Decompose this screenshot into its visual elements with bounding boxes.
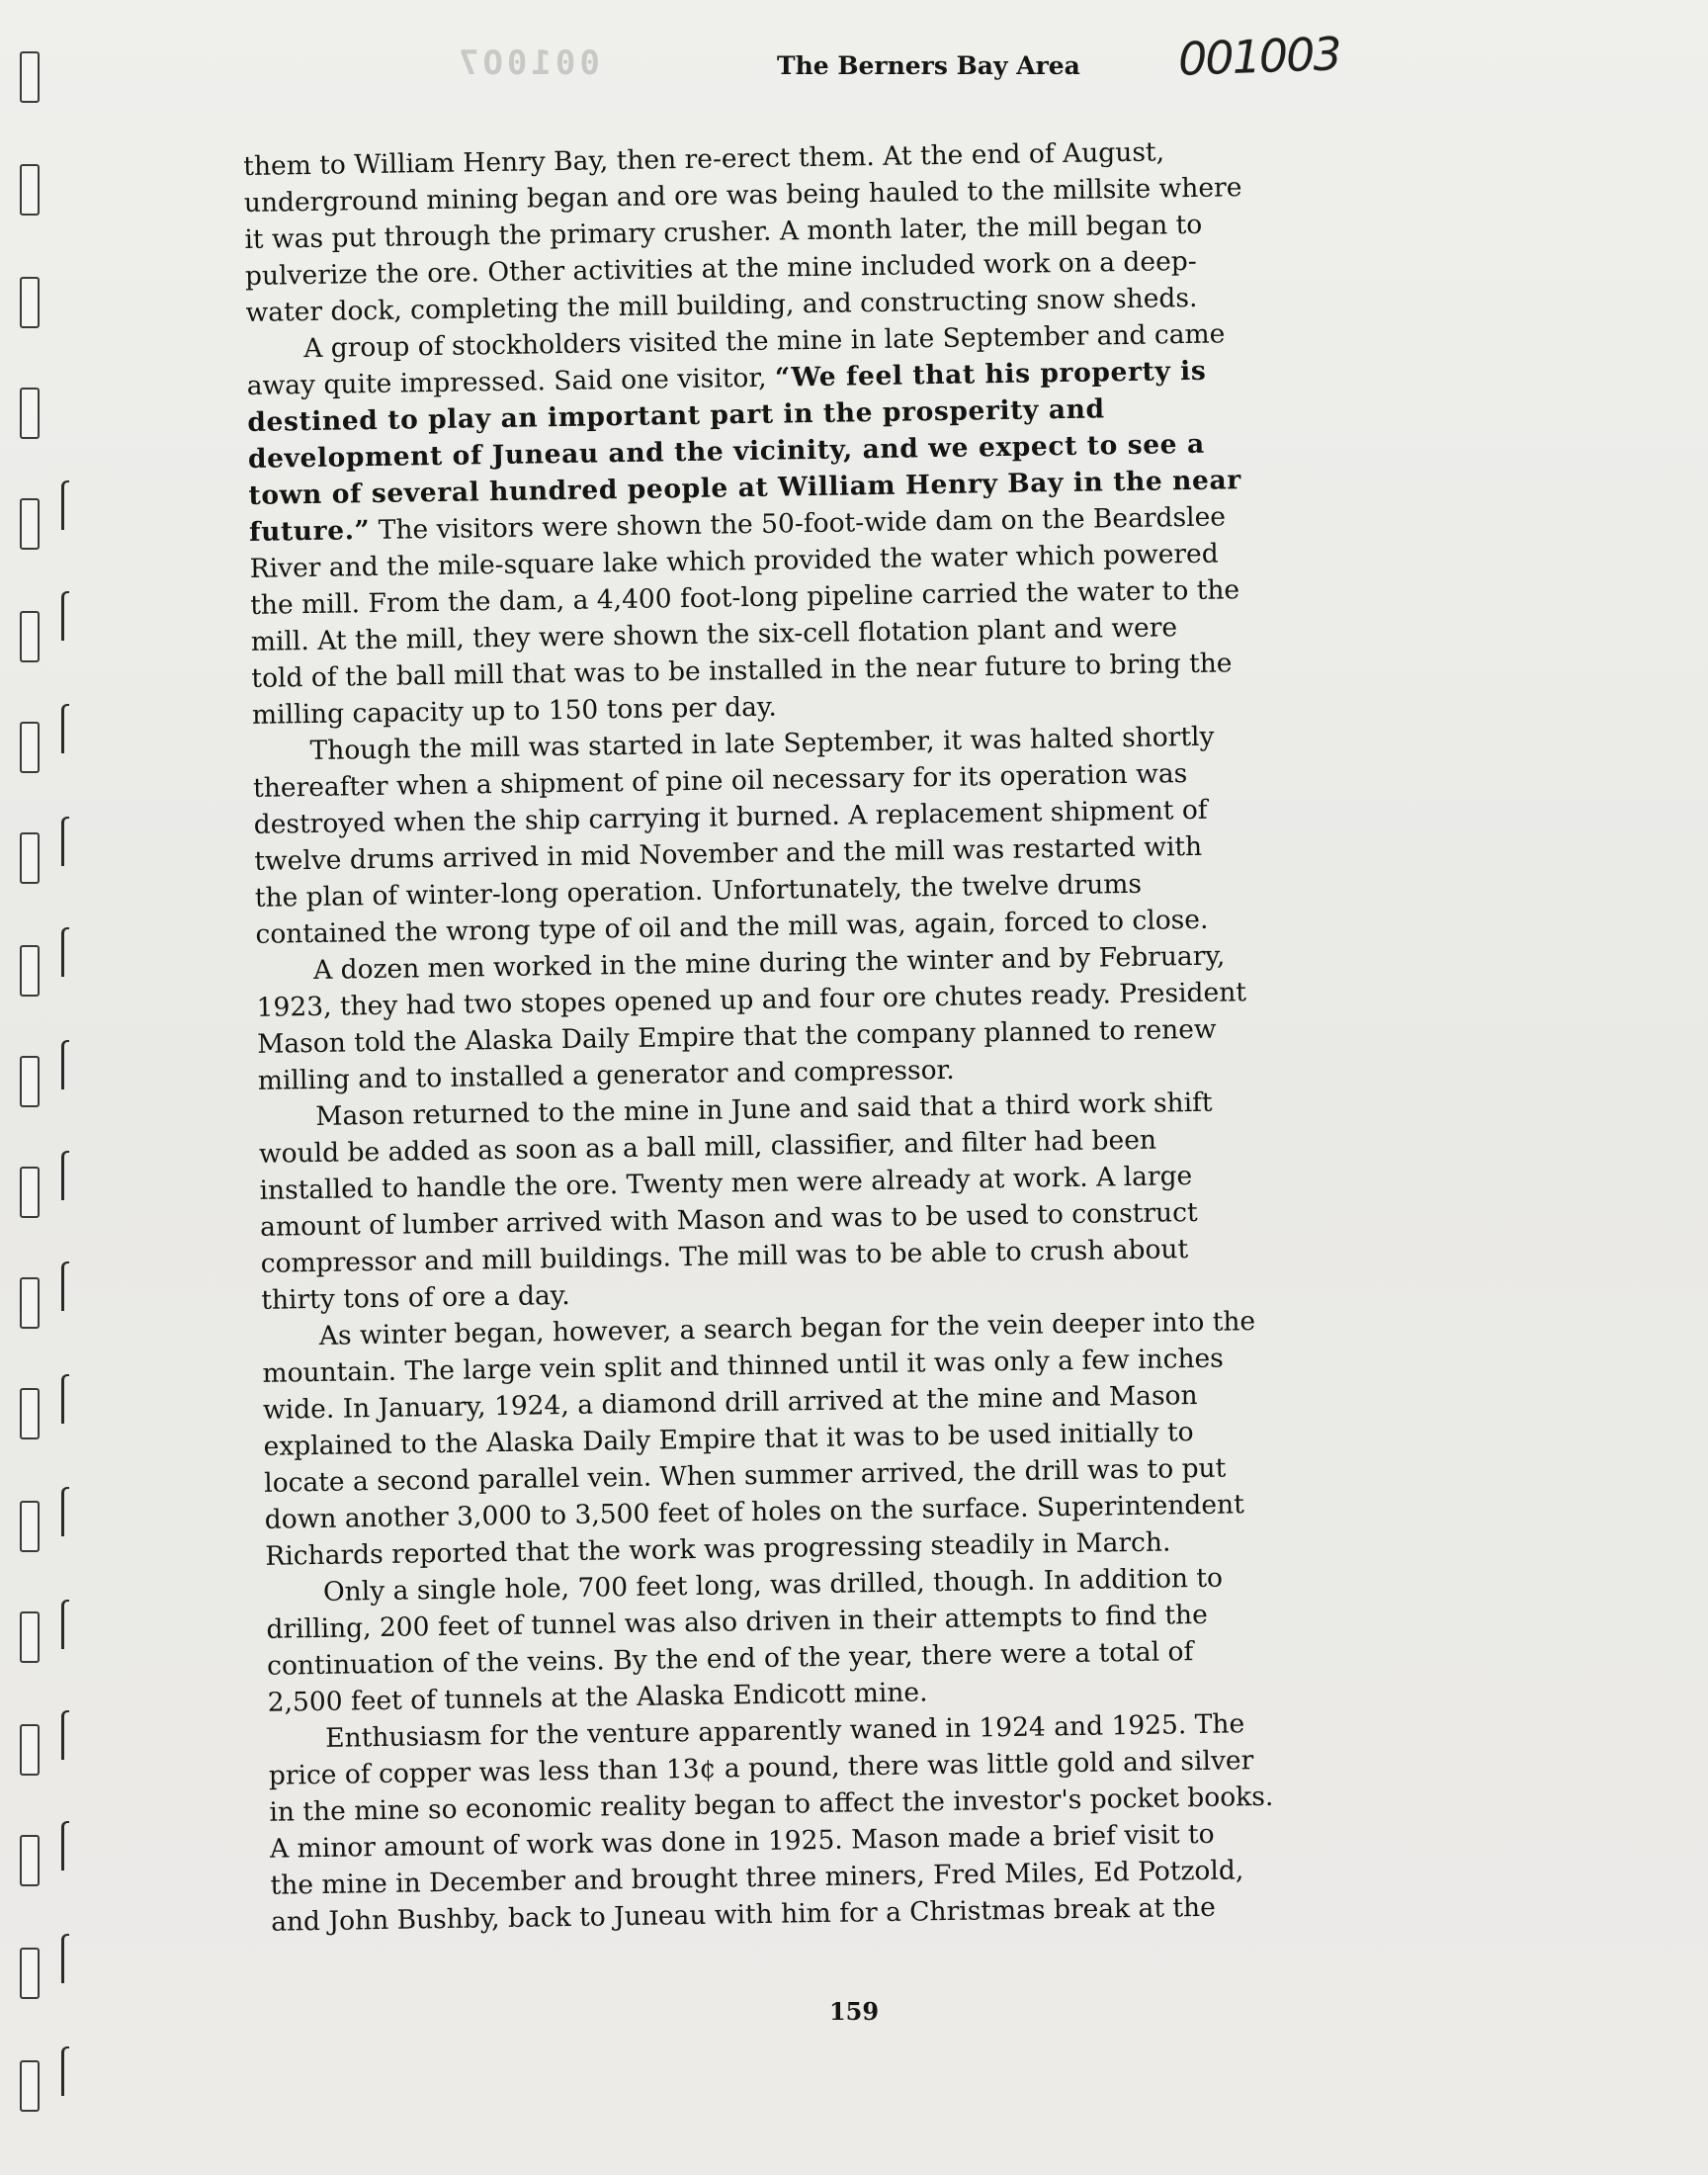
line-text: would be added as soon as a ball mill, classifier, and filter had been bbox=[258, 1124, 1157, 1170]
line-text: A minor amount of work was done in 1925. Mason made a brief visit to bbox=[269, 1818, 1215, 1865]
binder-hole bbox=[20, 611, 40, 662]
line-text: River and the mile-square lake which provided the water which powered bbox=[249, 538, 1219, 584]
line-text: Only a single hole, 700 feet long, was drilled, though. In addition to bbox=[322, 1562, 1224, 1608]
line-text: told of the ball mill that was to be installed in the near future to bring the bbox=[251, 648, 1233, 694]
quote-start: “We feel that his property is bbox=[774, 355, 1207, 393]
line-text: development of Juneau and the vicinity, and we expect to see a bbox=[247, 428, 1205, 475]
page-edge-mark bbox=[61, 1487, 69, 1536]
page-edge-mark bbox=[61, 817, 69, 866]
page-edge-mark bbox=[61, 1374, 69, 1424]
line-text: price of copper was less than 13¢ a pound, there was little gold and silver bbox=[268, 1745, 1254, 1791]
binder-hole bbox=[20, 1388, 40, 1439]
line-text: 2,500 feet of tunnels at the Alaska Endicott mine. bbox=[267, 1677, 928, 1718]
page-edge-mark bbox=[61, 1262, 69, 1311]
line-text: 1923, they had two stopes opened up and four ore chutes ready. President bbox=[256, 977, 1247, 1023]
page-number: 159 bbox=[828, 1997, 880, 2026]
binder-hole bbox=[20, 1056, 40, 1107]
binder-hole bbox=[20, 2060, 40, 2112]
binder-hole bbox=[20, 722, 40, 773]
line-text: the plan of winter-long operation. Unfortunately, the twelve drums bbox=[254, 868, 1143, 914]
binder-hole bbox=[20, 945, 40, 997]
page-edge-mark bbox=[61, 1934, 69, 1983]
page-edge-mark bbox=[61, 1040, 69, 1089]
line-text: continuation of the veins. By the end of the year, there were a total of bbox=[266, 1636, 1194, 1682]
line-text: milling and to installed a generator and compressor. bbox=[257, 1054, 955, 1096]
line-text: Enthusiasm for the venture apparently waned in 1924 and 1925. The bbox=[325, 1708, 1245, 1754]
page-edge-mark bbox=[61, 704, 69, 753]
line-text: the mill. From the dam, a 4,400 foot-long pipeline carried the water to the bbox=[250, 574, 1240, 621]
line-text: installed to handle the ore. Twenty men were already at work. A large bbox=[259, 1161, 1193, 1206]
page-edge-mark bbox=[61, 927, 69, 977]
page-edge-mark bbox=[61, 480, 69, 530]
binder-hole bbox=[20, 1277, 40, 1329]
line-text: A group of stockholders visited the mine in late September and came bbox=[302, 318, 1226, 365]
line-text: mill. At the mill, they were shown the six-cell flotation plant and were bbox=[250, 612, 1178, 657]
line-text: it was put through the primary crusher. A month later, the mill began to bbox=[244, 209, 1203, 255]
line-text: town of several hundred people at William Henry Bay in the near bbox=[248, 465, 1242, 511]
page-edge-mark bbox=[61, 591, 69, 641]
binder-hole bbox=[20, 832, 40, 884]
line-text: them to William Henry Bay, then re-erect them. At the end of August, bbox=[243, 136, 1165, 182]
line-text: As winter began, however, a search began for the vein deeper into the bbox=[318, 1306, 1256, 1351]
line-text: water dock, completing the mill building, and constructing snow sheds. bbox=[245, 282, 1198, 328]
body-text bbox=[243, 128, 1574, 1940]
line-text: mountain. The large vein split and thinned until it was only a few inches bbox=[262, 1343, 1225, 1389]
page-edge-mark bbox=[61, 1600, 69, 1649]
page-edge-mark bbox=[61, 1821, 69, 1870]
binder-hole bbox=[20, 498, 40, 550]
line-text: Mason told the Alaska Daily Empire that the company planned to renew bbox=[256, 1013, 1217, 1060]
binder-hole bbox=[20, 1501, 40, 1552]
line-text: explained to the Alaska Daily Empire that it was to be used initially to bbox=[263, 1417, 1194, 1462]
line-text: pulverize the ore. Other activities at the mine included work on a deep- bbox=[244, 245, 1197, 292]
line-text: The visitors were shown the 50-foot-wide dam on the Beardslee bbox=[370, 501, 1227, 547]
binder-hole bbox=[20, 1167, 40, 1218]
line-text: in the mine so economic reality began to affect the investor's pocket books. bbox=[269, 1781, 1274, 1828]
quote-end: future.” bbox=[248, 515, 371, 548]
running-header: The Berners Bay Area bbox=[777, 51, 1080, 80]
show-through-text: 0010O7 bbox=[455, 44, 600, 83]
line-text: thereafter when a shipment of pine oil necessary for its operation was bbox=[252, 758, 1188, 804]
binder-hole bbox=[20, 1948, 40, 1999]
line-text: milling capacity up to 150 tons per day. bbox=[251, 691, 777, 731]
line-text: and John Bushby, back to Juneau with him for a Christmas break at the bbox=[270, 1891, 1217, 1938]
line-text: Mason returned to the mine in June and said that a third work shift bbox=[315, 1087, 1213, 1132]
line-text: twelve drums arrived in mid November and the mill was restarted with bbox=[254, 830, 1203, 877]
binder-hole bbox=[20, 164, 40, 216]
line-text: thirty tons of ore a day. bbox=[261, 1279, 570, 1316]
page-edge-mark bbox=[61, 1151, 69, 1200]
binder-hole bbox=[20, 1611, 40, 1663]
line-text: down another 3,000 to 3,500 feet of holes on the surface. Superintendent bbox=[264, 1489, 1244, 1535]
binder-hole bbox=[20, 1835, 40, 1886]
line-text: Richards reported that the work was progressing steadily in March. bbox=[265, 1526, 1171, 1572]
page-edge-mark bbox=[61, 2046, 69, 2096]
line-text: compressor and mill buildings. The mill was to be able to crush about bbox=[260, 1234, 1189, 1279]
line-text: drilling, 200 feet of tunnel was also driven in their attempts to find the bbox=[266, 1599, 1208, 1645]
binder-hole bbox=[20, 277, 40, 328]
handwritten-document-id: 001003 bbox=[1177, 27, 1341, 86]
line-text: wide. In January, 1924, a diamond drill arrived at the mine and Mason bbox=[262, 1379, 1198, 1426]
line-text: away quite impressed. Said one visitor, bbox=[246, 362, 776, 401]
line-text: contained the wrong type of oil and the mill was, again, forced to close. bbox=[255, 904, 1209, 950]
line-text: underground mining began and ore was being hauled to the millsite where bbox=[243, 172, 1242, 218]
binder-hole bbox=[20, 51, 40, 103]
line-text: destined to play an important part in the prosperity and bbox=[247, 393, 1105, 438]
line-text: Though the mill was started in late September, it was halted shortly bbox=[309, 721, 1215, 767]
page-edge-mark bbox=[61, 1710, 69, 1760]
line-text: A dozen men worked in the mine during the winter and by February, bbox=[312, 940, 1226, 986]
line-text: locate a second parallel vein. When summer arrived, the drill was to put bbox=[263, 1452, 1227, 1499]
binder-hole bbox=[20, 1724, 40, 1776]
line-text: destroyed when the ship carrying it burned. A replacement shipment of bbox=[253, 794, 1208, 840]
line-text: amount of lumber arrived with Mason and was to be used to construct bbox=[259, 1196, 1198, 1243]
line-text: the mine in December and brought three miners, Fred Miles, Ed Potzold, bbox=[270, 1855, 1244, 1901]
binder-hole bbox=[20, 388, 40, 439]
